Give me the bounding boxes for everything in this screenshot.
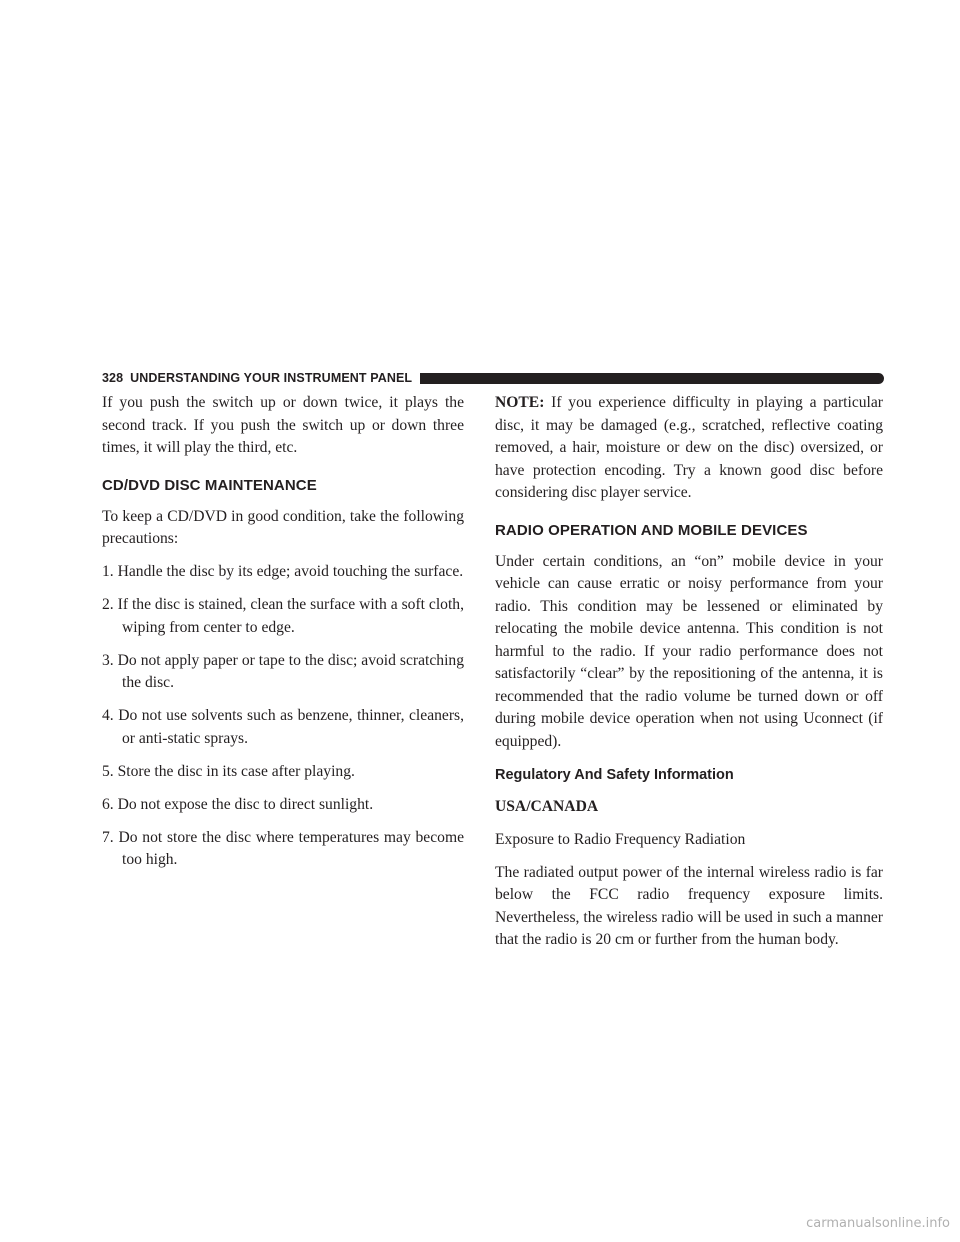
disc-maintenance-heading: CD/DVD DISC MAINTENANCE	[102, 476, 317, 494]
regulatory-subheading: Regulatory And Safety Information	[495, 767, 734, 783]
page-number: 328	[102, 371, 124, 385]
list-item: 3. Do not apply paper or tape to the disc; avoid scratching the disc.	[102, 651, 464, 691]
exposure-paragraph: The radiated output power of the internal wireless radio is far below the FCC radio frequency exposure limits. Nevertheless, the wireless radio will be used in such a manner that the radio is 20 cm or further from the human body.	[495, 863, 883, 948]
radio-paragraph: Under certain conditions, an “on” mobile device in your vehicle can cause erratic or noisy performance from your radio. This condition may be lessened or eliminated by relocating the mobile device antenna. This condition is not harmful to the radio. If your radio performance does not satisfactorily “clear” by the repositioning of the antenna, it is recommended that the radio volume be turned down or off during mobile device operation when not using Uconnect (if equipped).	[495, 552, 883, 750]
note-label: NOTE:	[495, 394, 545, 411]
list-item: 6. Do not expose the disc to direct sunlight.	[102, 795, 374, 813]
list-item: 4. Do not use solvents such as benzene, thinner, cleaners, or anti-static sprays.	[102, 707, 464, 747]
note-text: If you experience difficulty in playing a particular disc, it may be damaged (e.g., scratched, reflective coating removed, a hair, moisture or dew on the disc) oversized, or have protection encoding. Try a known good disc before considering disc player service.	[495, 394, 883, 501]
exposure-title: Exposure to Radio Frequency Radiation	[495, 830, 746, 848]
list-item: 2. If the disc is stained, clean the surface with a soft cloth, wiping from center to edge.	[102, 596, 464, 636]
region-label: USA/CANADA	[495, 797, 599, 815]
list-item: 1. Handle the disc by its edge; avoid touching the surface.	[102, 563, 464, 580]
page-header	[102, 369, 884, 387]
list-item: 5. Store the disc in its case after playing.	[102, 762, 355, 780]
section-title: UNDERSTANDING YOUR INSTRUMENT PANEL	[130, 371, 413, 385]
left-column	[102, 392, 464, 872]
intro-paragraph: If you push the switch up or down twice, it plays the second track. If you push the switch up or down three times, it will play the third, etc.	[102, 394, 464, 456]
list-item: 7. Do not store the disc where temperatures may become too high.	[102, 828, 464, 868]
site-watermark: carmanualsonline.info	[806, 1216, 950, 1231]
radio-heading: RADIO OPERATION AND MOBILE DEVICES	[495, 521, 808, 539]
note-paragraph	[495, 392, 883, 505]
header-rule	[420, 373, 884, 384]
precautions-lead: To keep a CD/DVD in good condition, take the following precautions:	[102, 507, 464, 547]
right-column	[495, 392, 883, 952]
